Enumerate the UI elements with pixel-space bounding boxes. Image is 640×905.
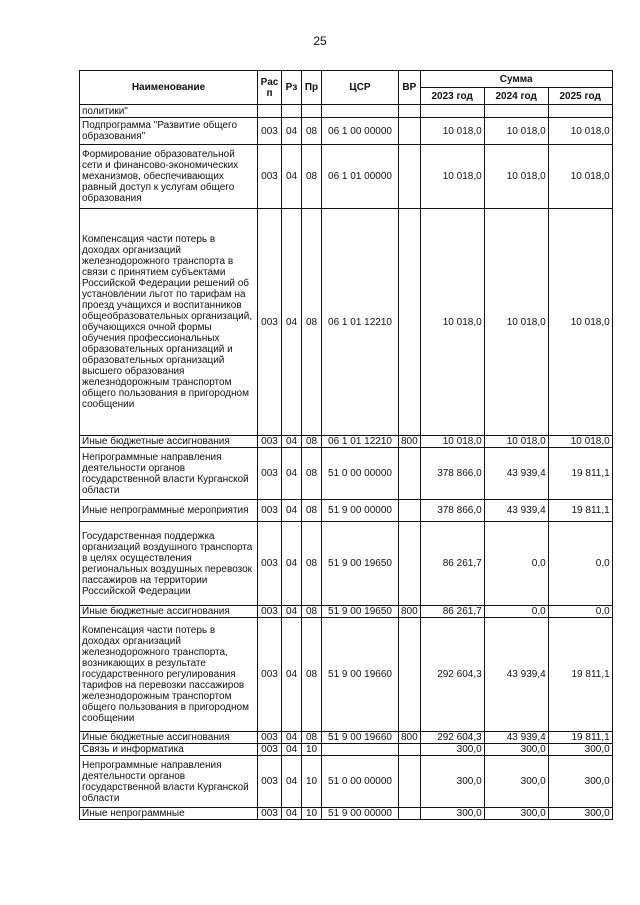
cell-name: Формирование образовательной сети и финансово-экономических механизмов, обеспечивающих равный доступ к услугам общего образования (80, 145, 258, 209)
cell-name: Компенсация части потерь в доходах организаций железнодорожного транспорта в связи с принятием субъектами Российской Федерации решений об установлении льгот по тарифам на проезд учащихся и воспитанников общеобразовательных организаций, обучающихся очной формы обучения профессиональных образовательных организаций и образовательных организаций высшего образования железнодорожным транспортом общего пользования в пригородном сообщении (80, 209, 258, 436)
cell-rz: 04 (282, 522, 302, 606)
cell-pr: 08 (302, 500, 322, 522)
cell-2025 (548, 105, 612, 118)
cell-csr: 51 9 00 19650 (322, 522, 399, 606)
cell-vr: 800 (399, 436, 421, 448)
cell-2025: 300,0 (548, 744, 612, 756)
cell-rz: 04 (282, 606, 302, 618)
cell-rasp: 003 (258, 209, 282, 436)
cell-name: Иные непрограммные мероприятия (80, 500, 258, 522)
cell-2023: 300,0 (420, 808, 484, 820)
cell-pr: 08 (302, 209, 322, 436)
cell-rz: 04 (282, 808, 302, 820)
cell-2025: 0,0 (548, 606, 612, 618)
table-row (80, 522, 613, 606)
cell-pr: 08 (302, 436, 322, 448)
cell-2024 (484, 105, 548, 118)
cell-csr: 51 0 00 00000 (322, 448, 399, 500)
cell-2024: 300,0 (484, 756, 548, 808)
cell-2023: 300,0 (420, 744, 484, 756)
cell-name: Иные бюджетные ассигнования (80, 732, 258, 744)
cell-2024: 43 939,4 (484, 618, 548, 732)
cell-rz: 04 (282, 500, 302, 522)
cell-2024: 43 939,4 (484, 448, 548, 500)
cell-pr: 08 (302, 618, 322, 732)
table-row (80, 756, 613, 808)
cell-name: Иные бюджетные ассигнования (80, 436, 258, 448)
cell-pr: 08 (302, 522, 322, 606)
cell-name: Связь и информатика (80, 744, 258, 756)
cell-name: Непрограммные направления деятельности органов государственной власти Курганской области (80, 448, 258, 500)
cell-csr: 51 9 00 19650 (322, 606, 399, 618)
table-row (80, 500, 613, 522)
cell-rz: 04 (282, 145, 302, 209)
cell-vr (399, 105, 421, 118)
header-sum: Сумма (420, 71, 612, 88)
cell-2024: 300,0 (484, 744, 548, 756)
cell-2023: 300,0 (420, 756, 484, 808)
cell-pr: 08 (302, 606, 322, 618)
cell-2023: 10 018,0 (420, 436, 484, 448)
cell-name: Иные бюджетные ассигнования (80, 606, 258, 618)
cell-2024: 300,0 (484, 808, 548, 820)
cell-rz: 04 (282, 448, 302, 500)
cell-2025: 10 018,0 (548, 209, 612, 436)
cell-rasp: 003 (258, 448, 282, 500)
cell-2024: 10 018,0 (484, 209, 548, 436)
cell-rz: 04 (282, 618, 302, 732)
cell-2023: 378 866,0 (420, 448, 484, 500)
table-row (80, 808, 613, 820)
cell-vr (399, 209, 421, 436)
cell-2025: 10 018,0 (548, 118, 612, 145)
budget-table (79, 70, 613, 820)
table-row (80, 744, 613, 756)
cell-2023: 292 604,3 (420, 732, 484, 744)
cell-rz: 04 (282, 756, 302, 808)
cell-csr: 06 1 01 12210 (322, 209, 399, 436)
cell-vr (399, 618, 421, 732)
cell-2025: 300,0 (548, 756, 612, 808)
table-row (80, 118, 613, 145)
cell-2023 (420, 105, 484, 118)
header-2023: 2023 год (420, 88, 484, 105)
cell-rz: 04 (282, 209, 302, 436)
cell-2023: 378 866,0 (420, 500, 484, 522)
cell-name: Иные непрограммные (80, 808, 258, 820)
cell-rasp: 003 (258, 500, 282, 522)
table-row (80, 105, 613, 118)
cell-2023: 292 604,3 (420, 618, 484, 732)
cell-vr (399, 448, 421, 500)
cell-name: Непрограммные направления деятельности органов государственной власти Курганской области (80, 756, 258, 808)
table-row (80, 448, 613, 500)
cell-vr: 800 (399, 732, 421, 744)
header-rz: Рз (282, 71, 302, 105)
cell-vr (399, 145, 421, 209)
cell-csr (322, 105, 399, 118)
cell-rasp: 003 (258, 606, 282, 618)
cell-2024: 43 939,4 (484, 732, 548, 744)
cell-rasp: 003 (258, 756, 282, 808)
cell-2025: 19 811,1 (548, 500, 612, 522)
header-2025: 2025 год (548, 88, 612, 105)
cell-name: Государственная поддержка организаций воздушного транспорта в целях осуществления региональных воздушных перевозок пассажиров на территории Российской Федерации (80, 522, 258, 606)
table-row (80, 209, 613, 436)
cell-rz: 04 (282, 118, 302, 145)
cell-csr: 06 1 01 12210 (322, 436, 399, 448)
cell-csr: 06 1 01 00000 (322, 145, 399, 209)
cell-vr: 800 (399, 606, 421, 618)
cell-pr: 08 (302, 145, 322, 209)
page-number: 25 (313, 34, 327, 48)
header-rasp: Рас п (258, 71, 282, 105)
cell-rz (282, 105, 302, 118)
cell-2023: 86 261,7 (420, 606, 484, 618)
header-csr: ЦСР (322, 71, 399, 105)
cell-rz: 04 (282, 732, 302, 744)
cell-2024: 0,0 (484, 522, 548, 606)
cell-rasp: 003 (258, 436, 282, 448)
cell-2025: 0,0 (548, 522, 612, 606)
cell-vr (399, 756, 421, 808)
cell-2023: 86 261,7 (420, 522, 484, 606)
cell-2023: 10 018,0 (420, 145, 484, 209)
cell-rasp (258, 105, 282, 118)
cell-name: политики" (80, 105, 258, 118)
cell-rz: 04 (282, 436, 302, 448)
cell-name: Подпрограмма "Развитие общего образования" (80, 118, 258, 145)
cell-csr: 51 0 00 00000 (322, 756, 399, 808)
cell-rasp: 003 (258, 808, 282, 820)
cell-2023: 10 018,0 (420, 209, 484, 436)
cell-vr (399, 744, 421, 756)
table-row (80, 732, 613, 744)
cell-vr (399, 522, 421, 606)
cell-2024: 10 018,0 (484, 118, 548, 145)
cell-pr (302, 105, 322, 118)
cell-rasp: 003 (258, 522, 282, 606)
cell-2025: 19 811,1 (548, 618, 612, 732)
cell-pr: 10 (302, 756, 322, 808)
cell-csr: 51 9 00 00000 (322, 500, 399, 522)
header-pr: Пр (302, 71, 322, 105)
table-row (80, 145, 613, 209)
header-vr: ВР (399, 71, 421, 105)
cell-rz: 04 (282, 744, 302, 756)
cell-2024: 43 939,4 (484, 500, 548, 522)
cell-rasp: 003 (258, 145, 282, 209)
cell-csr: 51 9 00 00000 (322, 808, 399, 820)
cell-pr: 08 (302, 448, 322, 500)
cell-2025: 19 811,1 (548, 732, 612, 744)
cell-2023: 10 018,0 (420, 118, 484, 145)
cell-pr: 10 (302, 808, 322, 820)
table-row (80, 606, 613, 618)
cell-csr: 51 9 00 19660 (322, 618, 399, 732)
cell-2024: 0,0 (484, 606, 548, 618)
cell-vr (399, 808, 421, 820)
table-row (80, 436, 613, 448)
cell-pr: 08 (302, 118, 322, 145)
cell-pr: 08 (302, 732, 322, 744)
cell-2025: 10 018,0 (548, 436, 612, 448)
cell-rasp: 003 (258, 118, 282, 145)
cell-2025: 19 811,1 (548, 448, 612, 500)
cell-2024: 10 018,0 (484, 436, 548, 448)
cell-2024: 10 018,0 (484, 145, 548, 209)
header-2024: 2024 год (484, 88, 548, 105)
cell-name: Компенсация части потерь в доходах организаций железнодорожного транспорта, возникающих в результате государственного регулирования тарифов на перевозки пассажиров железнодорожным транспортом общего пользования в пригородном сообщении (80, 618, 258, 732)
cell-rasp: 003 (258, 618, 282, 732)
cell-csr: 51 9 00 19660 (322, 732, 399, 744)
cell-rasp: 003 (258, 732, 282, 744)
table-body (80, 105, 613, 820)
cell-2025: 10 018,0 (548, 145, 612, 209)
cell-vr (399, 118, 421, 145)
cell-2025: 300,0 (548, 808, 612, 820)
header-name: Наименование (80, 71, 258, 105)
cell-pr: 10 (302, 744, 322, 756)
cell-csr: 06 1 00 00000 (322, 118, 399, 145)
cell-csr (322, 744, 399, 756)
cell-rasp: 003 (258, 744, 282, 756)
cell-vr (399, 500, 421, 522)
table-row (80, 618, 613, 732)
